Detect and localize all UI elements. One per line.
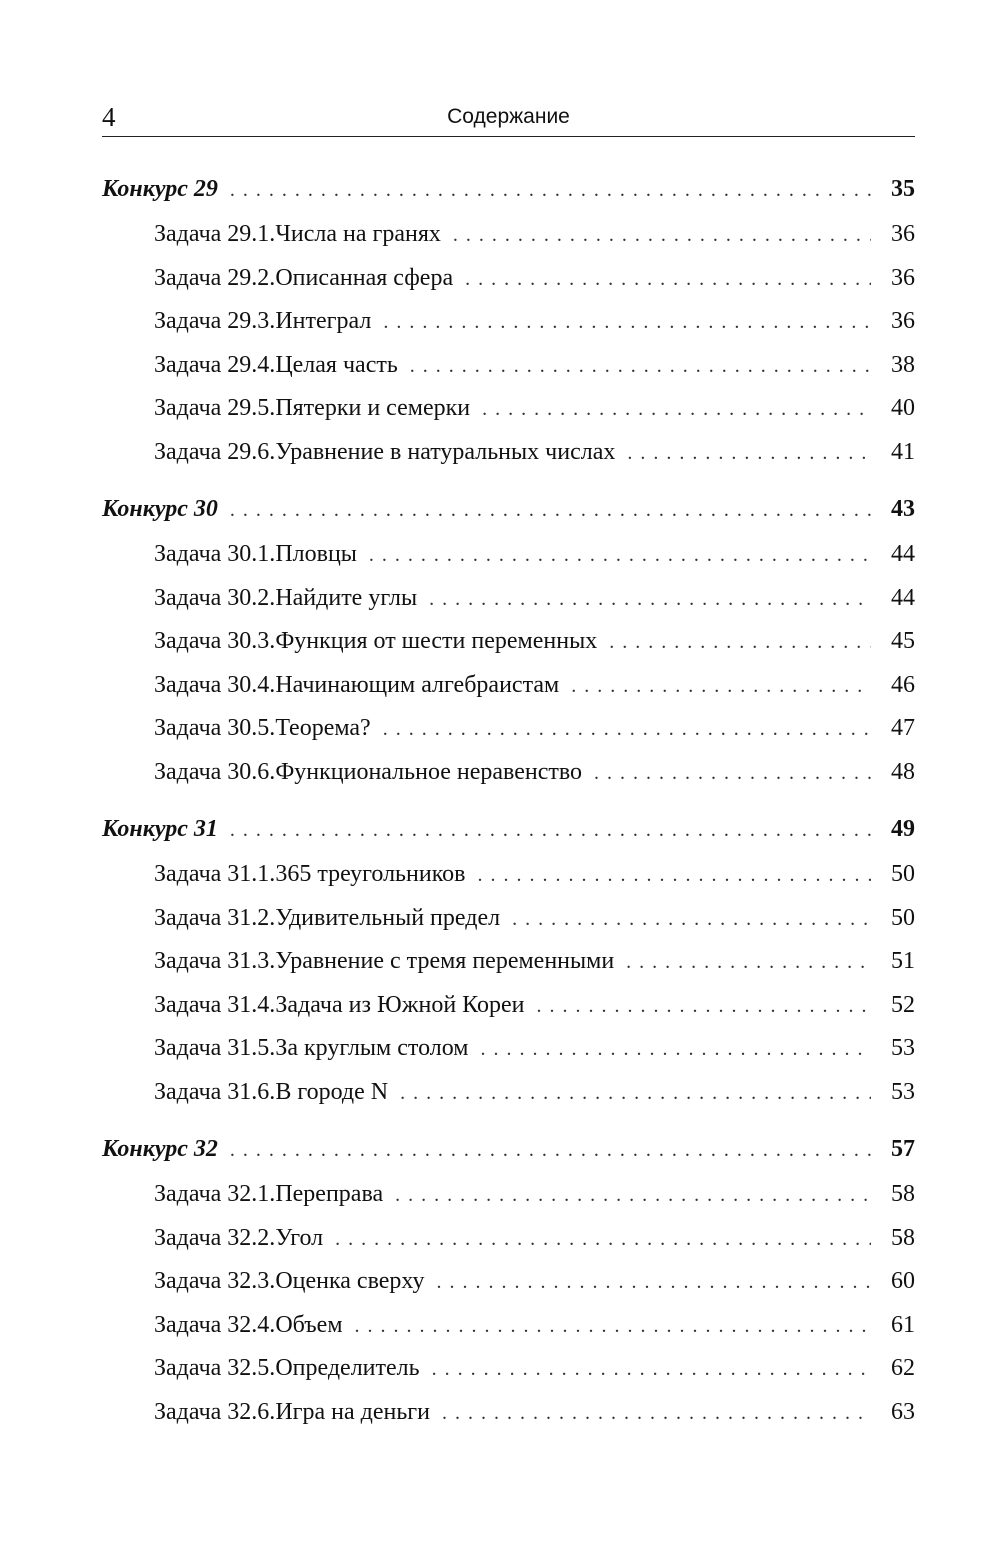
task-page: 48 xyxy=(891,758,915,785)
toc-entry[interactable] xyxy=(102,853,915,897)
leader-dots xyxy=(437,1261,871,1305)
task-page: 52 xyxy=(891,991,915,1018)
task-title: Уравнение в натуральных числах xyxy=(275,438,616,465)
section-page: 49 xyxy=(891,816,915,842)
task-page: 45 xyxy=(891,628,915,654)
task-number: Задача 30.2. xyxy=(154,584,276,611)
task-number: Задача 30.6. xyxy=(154,758,276,785)
leader-dots xyxy=(609,621,871,665)
leader-dots xyxy=(482,388,871,432)
leader-dots xyxy=(442,1392,871,1436)
leader-dots xyxy=(480,1028,871,1072)
task-page: 63 xyxy=(891,1398,915,1425)
task-page: 62 xyxy=(891,1355,915,1381)
task-title: Функциональное неравенство xyxy=(275,758,583,785)
leader-dots xyxy=(627,432,871,476)
section-page: 35 xyxy=(891,176,915,202)
toc-entry[interactable] xyxy=(102,1027,915,1071)
toc-entry[interactable] xyxy=(102,1347,915,1391)
leader-dots xyxy=(429,578,871,622)
task-number: Задача 29.6. xyxy=(154,438,276,465)
task-page: 50 xyxy=(891,904,915,931)
section-heading[interactable] xyxy=(102,1128,915,1170)
task-title: Найдите углы xyxy=(275,584,418,611)
toc-entry[interactable] xyxy=(102,1217,915,1261)
leader-dots xyxy=(571,665,871,709)
task-title: Целая часть xyxy=(275,351,398,378)
task-page: 44 xyxy=(891,541,915,567)
toc-entry[interactable] xyxy=(102,1304,915,1348)
task-title: Числа на гранях xyxy=(275,221,441,247)
task-title: Объем xyxy=(275,1311,343,1338)
running-head xyxy=(102,100,915,137)
leader-dots xyxy=(395,1174,871,1218)
task-title: Задача из Южной Кореи xyxy=(275,991,525,1018)
leader-dots xyxy=(335,1218,871,1262)
task-number: Задача 29.2. xyxy=(154,264,276,291)
task-title: Пятерки и семерки xyxy=(275,395,471,421)
task-page: 50 xyxy=(891,861,915,887)
toc-entry[interactable] xyxy=(102,257,915,301)
task-page: 51 xyxy=(891,948,915,974)
task-title: Уравнение с тремя переменными xyxy=(275,948,615,974)
section-title: Конкурс 30 xyxy=(102,496,218,522)
toc-entry[interactable] xyxy=(102,431,915,475)
task-number: Задача 29.5. xyxy=(154,395,276,421)
task-page: 60 xyxy=(891,1268,915,1294)
task-title: Оценка сверху xyxy=(275,1268,425,1294)
leader-dots xyxy=(432,1348,871,1392)
leader-dots xyxy=(536,985,871,1029)
task-title: Игра на деньги xyxy=(275,1398,430,1425)
task-number: Задача 30.5. xyxy=(154,715,276,741)
leader-dots xyxy=(626,941,871,985)
task-title: Пловцы xyxy=(275,541,357,567)
task-page: 36 xyxy=(891,308,915,334)
toc-section xyxy=(102,808,915,1114)
toc-entry[interactable] xyxy=(102,1071,915,1115)
toc-entry[interactable] xyxy=(102,707,915,751)
task-number: Задача 32.6. xyxy=(154,1398,276,1425)
leader-dots xyxy=(230,1129,871,1171)
leader-dots xyxy=(355,1305,871,1349)
task-number: Задача 31.1. xyxy=(154,861,276,887)
section-title: Конкурс 32 xyxy=(102,1136,218,1162)
toc-entry[interactable] xyxy=(102,300,915,344)
task-title: В городе N xyxy=(275,1078,389,1105)
section-heading[interactable] xyxy=(102,168,915,210)
task-number: Задача 29.3. xyxy=(154,308,276,334)
toc-entry[interactable] xyxy=(102,387,915,431)
task-title: Определитель xyxy=(275,1355,420,1381)
task-title: За круглым столом xyxy=(275,1035,469,1061)
leader-dots xyxy=(594,752,871,796)
leader-dots xyxy=(512,898,871,942)
task-number: Задача 32.2. xyxy=(154,1224,276,1251)
leader-dots xyxy=(410,345,871,389)
task-number: Задача 32.1. xyxy=(154,1181,276,1207)
task-number: Задача 31.4. xyxy=(154,991,276,1018)
task-page: 40 xyxy=(891,395,915,421)
leader-dots xyxy=(230,169,871,211)
task-page: 38 xyxy=(891,351,915,378)
task-page: 44 xyxy=(891,584,915,611)
task-title: 365 треугольников xyxy=(275,861,466,887)
toc-page xyxy=(102,100,915,1448)
toc-section xyxy=(102,168,915,474)
task-page: 61 xyxy=(891,1311,915,1338)
toc-entry[interactable] xyxy=(102,1260,915,1304)
task-page: 58 xyxy=(891,1224,915,1251)
task-title: Функция от шести переменных xyxy=(275,628,598,654)
section-title: Конкурс 29 xyxy=(102,176,218,202)
task-page: 58 xyxy=(891,1181,915,1207)
task-title: Угол xyxy=(275,1224,324,1251)
task-title: Переправа xyxy=(275,1181,384,1207)
toc-entry[interactable] xyxy=(102,533,915,577)
toc-entry[interactable] xyxy=(102,664,915,708)
toc-entry[interactable] xyxy=(102,213,915,257)
section-title: Конкурс 31 xyxy=(102,816,218,842)
task-number: Задача 31.6. xyxy=(154,1078,276,1105)
task-page: 53 xyxy=(891,1035,915,1061)
toc-entry[interactable] xyxy=(102,751,915,795)
section-page: 57 xyxy=(891,1136,915,1162)
task-page: 41 xyxy=(891,438,915,465)
task-page: 36 xyxy=(891,221,915,247)
task-page: 47 xyxy=(891,715,915,741)
leader-dots xyxy=(465,258,871,302)
task-title: Удивительный предел xyxy=(275,904,501,931)
task-number: Задача 29.4. xyxy=(154,351,276,378)
leader-dots xyxy=(369,534,871,578)
section-page: 43 xyxy=(891,496,915,522)
task-title: Описанная сфера xyxy=(275,264,454,291)
toc-entry[interactable] xyxy=(102,984,915,1028)
toc-entry[interactable] xyxy=(102,1391,915,1435)
section-heading[interactable] xyxy=(102,808,915,850)
leader-dots xyxy=(230,809,871,851)
toc-entry[interactable] xyxy=(102,344,915,388)
leader-dots xyxy=(453,214,871,258)
task-number: Задача 30.3. xyxy=(154,628,276,654)
task-page: 53 xyxy=(891,1078,915,1105)
task-number: Задача 32.3. xyxy=(154,1268,276,1294)
toc-entry[interactable] xyxy=(102,940,915,984)
task-number: Задача 30.1. xyxy=(154,541,276,567)
leader-dots xyxy=(383,301,871,345)
task-title: Начинающим алгебраистам xyxy=(275,671,560,698)
task-number: Задача 31.2. xyxy=(154,904,276,931)
toc-section xyxy=(102,1128,915,1434)
task-number: Задача 29.1. xyxy=(154,221,276,247)
toc-entry[interactable] xyxy=(102,897,915,941)
page-number: 4 xyxy=(102,102,116,132)
task-page: 46 xyxy=(891,671,915,698)
leader-dots xyxy=(477,854,871,898)
leader-dots xyxy=(400,1072,871,1116)
running-head-title: Содержание xyxy=(447,105,570,128)
task-number: Задача 30.4. xyxy=(154,671,276,698)
task-title: Интеграл xyxy=(275,308,372,334)
task-number: Задача 32.5. xyxy=(154,1355,276,1381)
section-heading[interactable] xyxy=(102,488,915,530)
leader-dots xyxy=(383,708,871,752)
toc-entry[interactable] xyxy=(102,620,915,664)
task-number: Задача 31.5. xyxy=(154,1035,276,1061)
task-title: Теорема? xyxy=(275,715,371,741)
task-number: Задача 31.3. xyxy=(154,948,276,974)
task-page: 36 xyxy=(891,264,915,291)
toc-entry[interactable] xyxy=(102,577,915,621)
toc-section xyxy=(102,488,915,794)
task-number: Задача 32.4. xyxy=(154,1311,276,1338)
toc-entry[interactable] xyxy=(102,1173,915,1217)
toc-list xyxy=(102,168,915,1434)
leader-dots xyxy=(230,489,871,531)
